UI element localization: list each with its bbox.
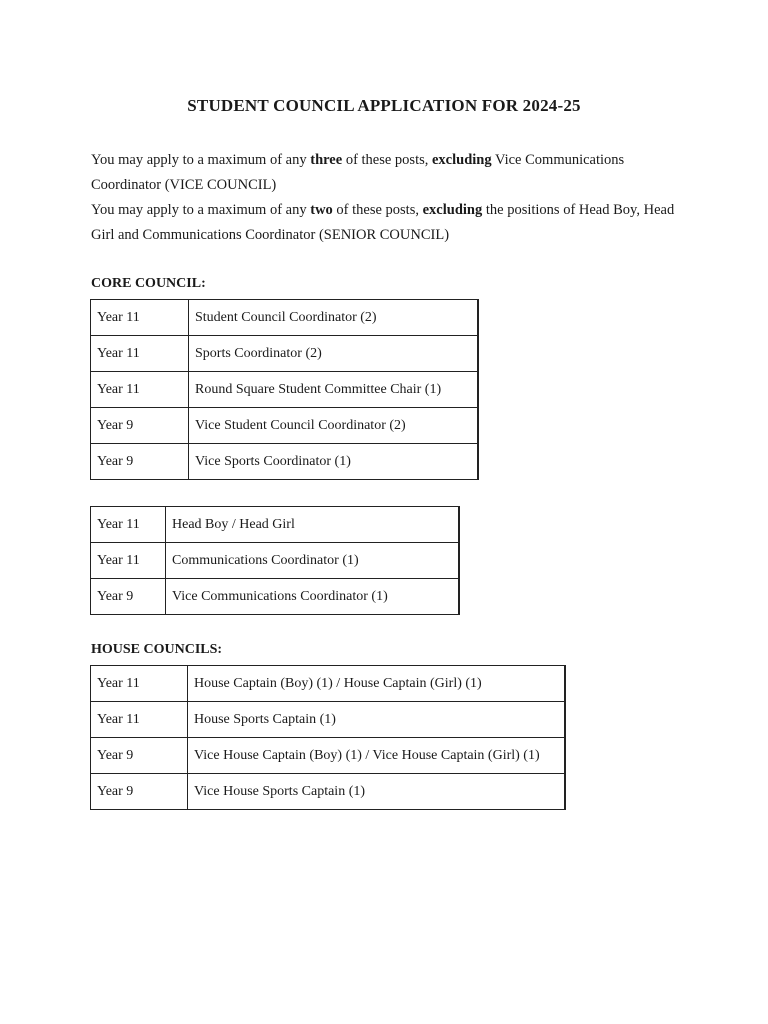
position-cell: Vice Student Council Coordinator (2) [189,408,479,444]
core-council-table [90,299,479,480]
core-council-heading: CORE COUNCIL: [91,276,206,291]
year-cell: Year 11 [91,372,189,408]
table-row [91,372,479,408]
position-cell: Round Square Student Committee Chair (1) [189,372,479,408]
year-cell: Year 9 [91,738,188,774]
year-cell: Year 9 [91,774,188,810]
table-row [91,336,479,372]
position-cell: Vice House Captain (Boy) (1) / Vice House Captain (Girl) (1) [188,738,566,774]
senior-council-table [90,506,460,615]
year-cell: Year 11 [91,300,189,336]
position-cell: Communications Coordinator (1) [166,543,460,579]
year-cell: Year 9 [91,408,189,444]
position-cell: Head Boy / Head Girl [166,507,460,543]
intro-emphasis: two [310,202,333,218]
table-row [91,579,460,615]
table-row [91,444,479,480]
intro-line-senior-council [91,198,691,248]
position-cell: House Sports Captain (1) [188,702,566,738]
year-cell: Year 11 [91,507,166,543]
position-cell: Vice House Sports Captain (1) [188,774,566,810]
intro-text-segment: of these posts, [332,202,423,218]
position-cell: House Captain (Boy) (1) / House Captain (Girl) (1) [188,666,566,702]
intro-line-vice-council [91,148,691,198]
house-councils-table [90,665,566,810]
position-cell: Student Council Coordinator (2) [189,300,479,336]
intro-emphasis: excluding [422,202,483,218]
year-cell: Year 9 [91,444,189,480]
page-title: STUDENT COUNCIL APPLICATION FOR 2024-25 [187,96,581,115]
intro-text-segment: Vice Communications Coordinator (VICE COUNCIL) [91,152,625,193]
intro-text [91,148,691,248]
table-row [91,408,479,444]
table-row [91,543,460,579]
table-row [91,507,460,543]
position-cell: Vice Sports Coordinator (1) [189,444,479,480]
year-cell: Year 11 [91,702,188,738]
year-cell: Year 11 [91,336,189,372]
year-cell: Year 9 [91,579,166,615]
table-row [91,738,566,774]
table-row [91,666,566,702]
year-cell: Year 11 [91,543,166,579]
intro-text-segment: the positions of Head Boy, Head Girl and Communications Coordinator (SENIOR COUNCIL) [91,202,675,243]
table-row [91,774,566,810]
intro-emphasis: excluding [432,152,492,168]
intro-text-segment: of these posts, [342,152,432,168]
position-cell: Sports Coordinator (2) [189,336,479,372]
intro-text-segment: You may apply to a maximum of any [91,202,311,218]
year-cell: Year 11 [91,666,188,702]
position-cell: Vice Communications Coordinator (1) [166,579,460,615]
table-row [91,702,566,738]
intro-text-segment: You may apply to a maximum of any [91,152,311,168]
table-row [91,300,479,336]
intro-emphasis: three [310,152,343,168]
house-councils-heading: HOUSE COUNCILS: [91,642,223,657]
